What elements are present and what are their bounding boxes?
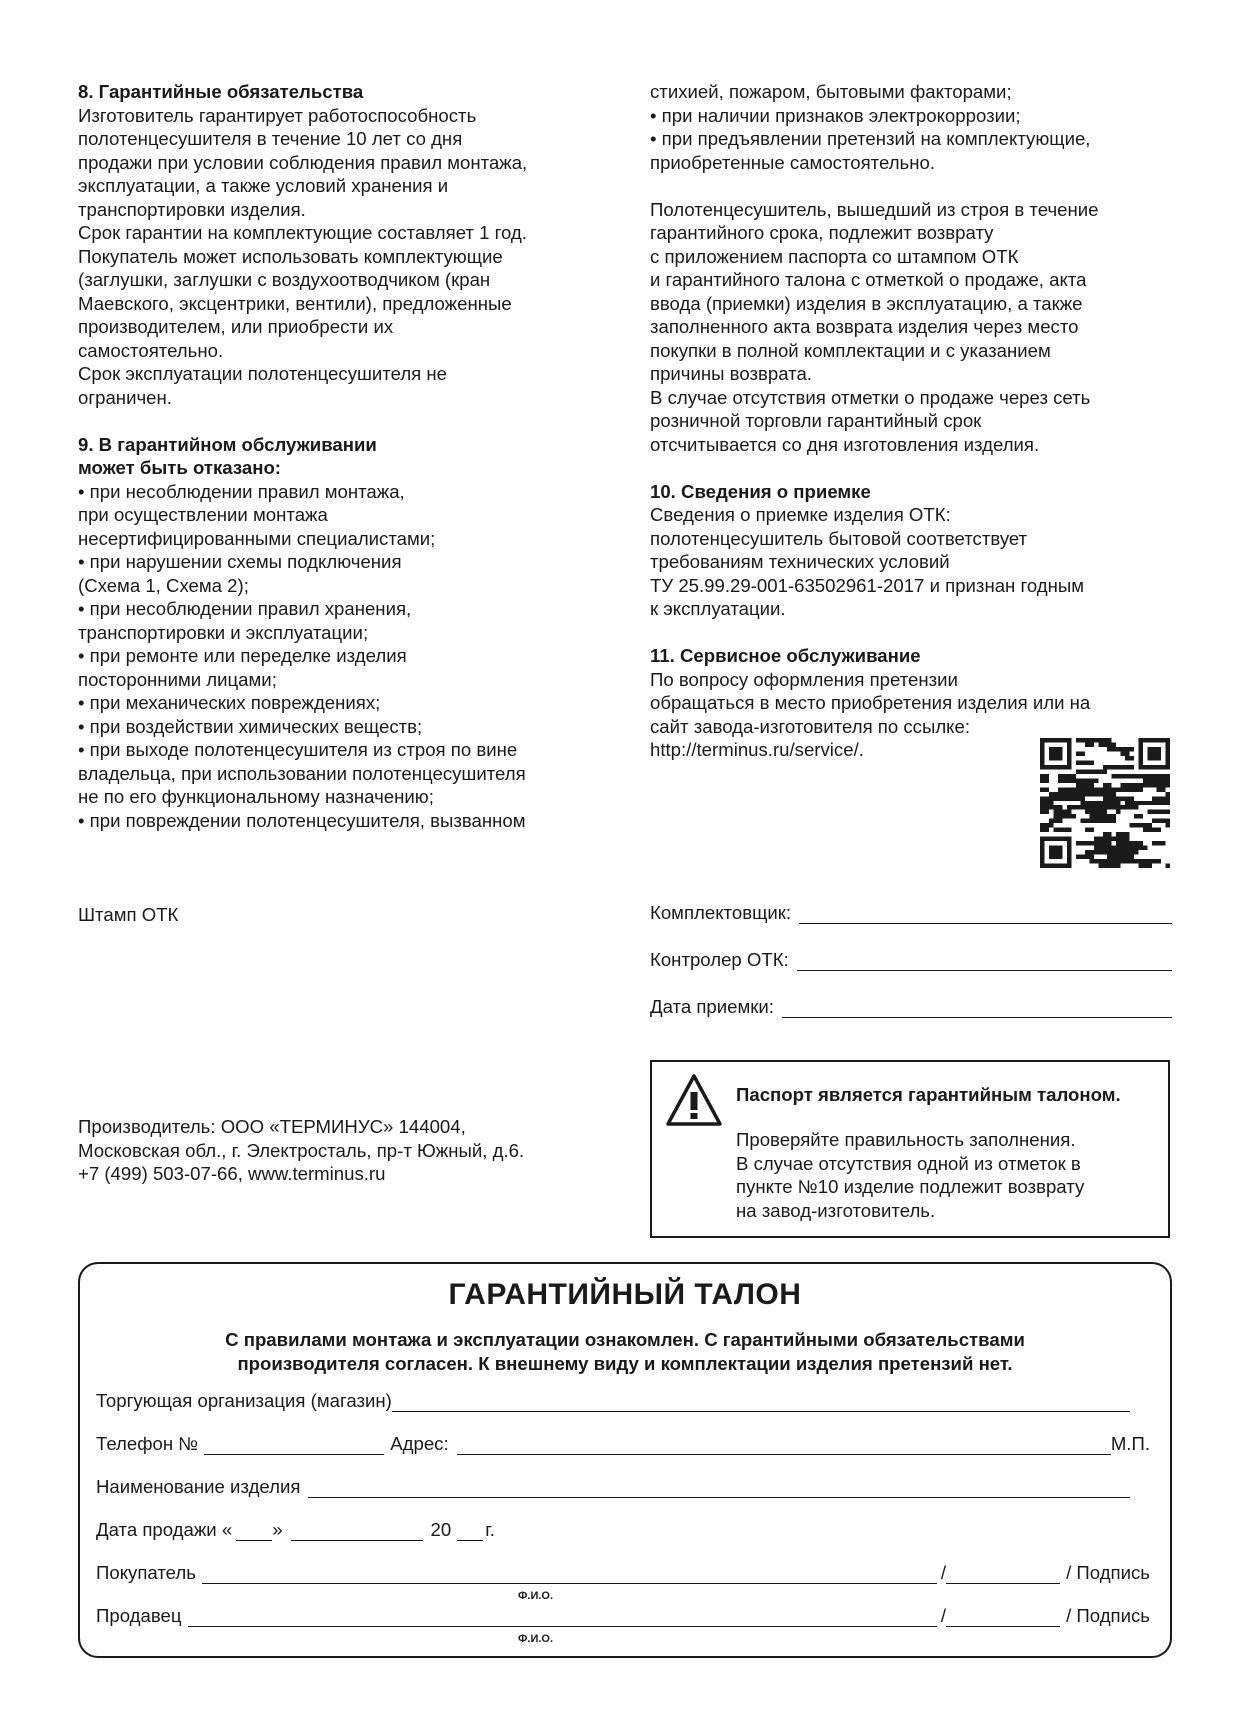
return-conditions [650,198,1180,457]
text-line: розничной торговли гарантийный срок [650,410,982,431]
text-line: • при повреждении полотенцесушителя, вызванном [78,809,526,831]
year-suffix: г. [485,1519,495,1540]
product-line[interactable] [308,1481,1130,1498]
address-line[interactable] [457,1438,1111,1455]
text-line: при осуществлении монтажа [78,504,328,525]
sale-month-line[interactable] [291,1524,423,1541]
section-9-title: 9. В гарантийном обслуживании [78,433,377,455]
sale-year-line[interactable] [457,1524,483,1541]
text-line: • при ремонте или переделке изделия [78,645,407,666]
sale-date-field[interactable] [96,1519,1150,1541]
text-line: требованиям технических условий [650,551,950,572]
text-line: ТУ 25.99.29-001-63502961-2017 и признан годным [650,574,1085,596]
text-line: посторонними лицами; [78,668,277,690]
text-line: • при несоблюдении правил хранения, [78,598,412,619]
text-line: обращаться в место приобретения изделия или на [650,692,1091,713]
manufacturer-line: Производитель: ООО «ТЕРМИНУС» 144004, [78,1116,466,1137]
acceptance-date[interactable] [650,996,1172,1018]
left-column [78,80,618,832]
warranty-notice-box [650,1060,1170,1238]
section-8-title: 8. Гарантийные обязательства [78,81,364,102]
phone-address-field[interactable] [96,1433,1150,1455]
text-line: заполненного акта возврата изделия через место [650,316,1079,337]
buyer-fio-caption: Ф.И.О. [518,1590,554,1602]
section-9-body [78,480,618,833]
text-line: не по его функциональному назначению; [78,786,434,807]
text-line: http://terminus.ru/service/. [650,739,864,760]
text-line: отсчитывается со дня изготовления изделия. [650,433,1040,455]
section-8-body [78,104,618,410]
text-line: • при несоблюдении правил монтажа, [78,480,405,502]
text-line: гарантийного срока, подлежит возврату [650,222,994,243]
text-line: покупки в полной комплектации и с указанием [650,339,1051,361]
text-line: • при воздействии химических веществ; [78,715,423,737]
text-line: эксплуатации, а также условий хранения и [78,175,449,196]
acceptance-date-line[interactable] [782,1001,1172,1018]
text-line: По вопросу оформления претензии [650,668,958,690]
refusal-continued [650,80,1180,174]
text-line: Срок гарантии на комплектующие составляет 1 год. [78,222,527,243]
notice-line: на завод-изготовитель. [736,1199,936,1221]
text-line: сайт завода-изготовителя по ссылке: [650,715,971,737]
text-line: Маевского, эксцентрики, вентили), предложенные [78,292,512,314]
controller-label: Контролер ОТК: [650,949,789,970]
text-line: (заглушки, заглушки с воздухоотводчиком (кран [78,269,491,290]
text-line: ограничен. [78,386,172,408]
phone-label: Телефон № [96,1433,199,1454]
text-line: владельца, при использовании полотенцесушителя [78,762,526,784]
text-line: В случае отсутствия отметки о продаже через сеть [650,386,1091,408]
text-line: (Схема 1, Схема 2); [78,574,249,596]
shop-label: Торгующая организация (магазин) [96,1390,392,1411]
text-line: • при нарушении схемы подключения [78,551,402,572]
notice-line: В случае отсутствия одной из отметок в [736,1152,1081,1174]
lead-line: С правилами монтажа и эксплуатации ознакомлен. С гарантийными обязательствами [225,1329,1025,1350]
section-11-title: 11. Сервисное обслуживание [650,645,921,666]
seller-field[interactable] [96,1605,1150,1627]
text-line: Сведения о приемке изделия ОТК: [650,504,951,525]
text-line: производителем, или приобрести их [78,316,394,337]
notice-heading: Паспорт является гарантийным талоном. [736,1084,1121,1105]
text-line: • при выходе полотенцесушителя из строя по вине [78,739,518,760]
sale-day-line[interactable] [236,1524,272,1541]
seller-name-line[interactable] [188,1610,937,1627]
warranty-card [78,1262,1172,1658]
product-field[interactable] [96,1476,1150,1498]
text-line: Полотенцесушитель, вышедший из строя в течение [650,198,1099,220]
shop-line[interactable] [392,1395,1130,1412]
text-line: Срок эксплуатации полотенцесушителя не [78,363,448,384]
manufacturer-info [78,1115,524,1186]
acceptance-date-label: Дата приемки: [650,996,774,1017]
seller-sign-label: / Подпись [1066,1605,1150,1626]
notice-body [736,1128,1156,1222]
packer-line[interactable] [799,907,1172,924]
text-line: полотенцесушитель бытовой соответствует [650,527,1028,549]
manufacturer-line: Московская обл., г. Электросталь, пр-т Южный, д.6. [78,1139,525,1161]
text-line: с приложением паспорта со штампом ОТК [650,245,1019,267]
section-10-title: 10. Сведения о приемке [650,480,871,502]
text-line: самостоятельно. [78,339,224,361]
seller-label: Продавец [96,1605,182,1626]
shop-field[interactable] [96,1390,1150,1412]
seller-slash: / [940,1605,947,1626]
manufacturer-line: +7 (499) 503-07-66, www.terminus.ru [78,1163,386,1184]
text-line: причины возврата. [650,363,812,384]
text-line: к эксплуатации. [650,598,786,619]
buyer-sign-label: / Подпись [1066,1562,1150,1583]
text-line: Покупатель может использовать комплектующие [78,245,503,267]
packer-signature[interactable] [650,902,1172,924]
sale-date-quote: » [272,1519,283,1540]
stamp-place-label: М.П. [1110,1433,1150,1454]
buyer-slash: / [940,1562,947,1583]
buyer-signature-line[interactable] [946,1567,1060,1584]
text-line: • при наличии признаков электрокоррозии; [650,104,1021,126]
text-line: Изготовитель гарантирует работоспособность [78,104,477,126]
warranty-card-lead [120,1328,1130,1375]
text-line: несертифицированными специалистами; [78,527,436,549]
sale-date-label: Дата продажи « [96,1519,233,1540]
text-line: и гарантийного талона с отметкой о продаже, акта [650,269,1087,290]
text-line: • при механических повреждениях; [78,692,381,713]
right-column [650,80,1180,762]
notice-line: Проверяйте правильность заполнения. [736,1129,1076,1150]
otk-stamp-label: Штамп ОТК [78,904,179,925]
notice-line: пункте №10 изделие подлежит возврату [736,1176,1085,1197]
seller-signature-line[interactable] [946,1610,1060,1627]
year-prefix: 20 [430,1519,452,1540]
text-line: транспортировки изделия. [78,198,306,220]
controller-signature[interactable] [650,949,1172,971]
section-10-body [650,503,1180,621]
text-line: ввода (приемки) изделия в эксплуатацию, а также [650,292,1083,314]
text-line: полотенцесушителя в течение 10 лет со дня [78,128,463,149]
text-line: стихией, пожаром, бытовыми факторами; [650,81,1012,102]
product-label: Наименование изделия [96,1476,301,1497]
lead-line: производителя согласен. К внешнему виду и комплектации изделия претензий нет. [237,1352,1013,1374]
warranty-card-title: ГАРАНТИЙНЫЙ ТАЛОН [448,1278,802,1311]
buyer-field[interactable] [96,1562,1150,1584]
qr-code[interactable] [1040,738,1170,868]
packer-label: Комплектовщик: [650,902,792,923]
text-line: продажи при условии соблюдения правил монтажа, [78,151,528,173]
address-label: Адрес: [390,1433,449,1454]
phone-line[interactable] [204,1438,384,1455]
text-line: • при предъявлении претензий на комплектующие, [650,128,1091,149]
buyer-label: Покупатель [96,1562,196,1583]
text-line: приобретенные самостоятельно. [650,151,936,173]
warning-icon [664,1072,724,1128]
section-9-subtitle: может быть отказано: [78,457,281,478]
controller-line[interactable] [797,954,1172,971]
buyer-name-line[interactable] [202,1567,937,1584]
seller-fio-caption: Ф.И.О. [518,1633,554,1645]
text-line: транспортировки и эксплуатации; [78,621,369,643]
